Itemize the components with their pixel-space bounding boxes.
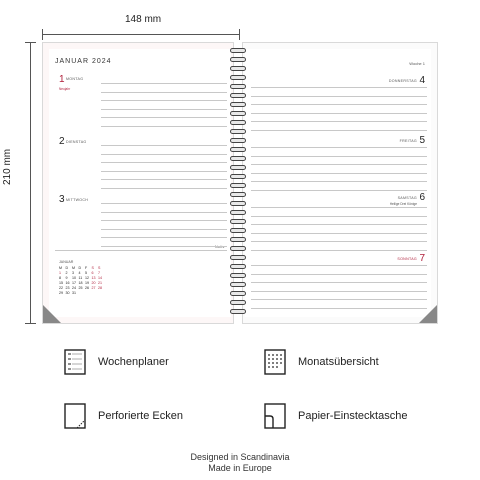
footer-made: Made in Europe [208, 463, 272, 473]
day-number-7: 7 [419, 253, 425, 264]
mini-calendar-day: 17 [72, 281, 76, 285]
day-name-2: DIENSTAG [66, 140, 87, 144]
spiral-coil [230, 282, 246, 287]
writing-line [101, 83, 227, 84]
spiral-binding [230, 48, 246, 318]
writing-line [251, 308, 427, 309]
week-label: Woche 1 [409, 61, 425, 66]
writing-line [251, 173, 427, 174]
mini-calendar-day: 28 [98, 286, 102, 290]
writing-line [101, 100, 227, 101]
mini-calendar-weekday: M [72, 266, 75, 270]
spiral-coil [230, 147, 246, 152]
spiral-coil [230, 291, 246, 296]
mini-calendar-day: 29 [59, 291, 63, 295]
day-name-7: SONNTAG [397, 257, 417, 261]
writing-line [101, 126, 227, 127]
spiral-coil [230, 75, 246, 80]
writing-line [251, 181, 427, 182]
writing-line [101, 92, 227, 93]
spiral-coil [230, 48, 246, 53]
mini-calendar-day: 24 [72, 286, 76, 290]
mini-calendar-weekday: S [91, 266, 94, 270]
spiral-coil [230, 93, 246, 98]
writing-line [251, 113, 427, 114]
feature-label-weekly-planner: Wochenplaner [98, 356, 169, 368]
perforated-corners-icon [64, 403, 86, 429]
mini-calendar-weekday: M [59, 266, 62, 270]
writing-line [251, 250, 427, 251]
spiral-coil [230, 57, 246, 62]
width-dimension [42, 28, 240, 40]
spiral-coil [230, 102, 246, 107]
writing-line [251, 299, 427, 300]
paper-pocket-icon [264, 403, 286, 429]
writing-line [101, 212, 227, 213]
day-number-5: 5 [419, 135, 425, 146]
writing-line [251, 233, 427, 234]
mini-calendar-weekday: S [98, 266, 101, 270]
writing-line [251, 190, 427, 191]
spiral-coil [230, 174, 246, 179]
mini-calendar-day: 18 [78, 281, 83, 285]
width-dimension-label: 148 mm [125, 14, 162, 25]
writing-line [101, 109, 227, 110]
day-name-6: SAMSTAG [397, 196, 417, 200]
day-note-6: Heilige Drei Könige [389, 202, 417, 206]
mini-calendar-day: 31 [72, 291, 76, 295]
mini-calendar-day: 16 [65, 281, 70, 285]
mini-calendar-day: 3 [72, 271, 74, 275]
mini-calendar-day: 10 [72, 276, 76, 280]
left-page [42, 42, 234, 324]
spiral-coil [230, 228, 246, 233]
mini-calendar-day: 11 [78, 276, 83, 280]
day-name-1: MONTAG [66, 77, 84, 81]
mini-calendar-day: 7 [98, 271, 100, 275]
planner-spread [42, 42, 438, 324]
writing-line [251, 282, 427, 283]
mini-calendar-day: 22 [59, 286, 63, 290]
spiral-coil [230, 201, 246, 206]
monthly-overview-icon [264, 349, 286, 375]
writing-line [251, 274, 427, 275]
spiral-coil [230, 111, 246, 116]
mini-calendar [59, 260, 113, 296]
writing-line [101, 188, 227, 189]
day-name-5: FREITAG [399, 139, 417, 143]
mini-calendar-day: 5 [85, 271, 87, 275]
writing-line [101, 162, 227, 163]
mini-calendar-day: 4 [78, 271, 81, 275]
writing-line [251, 147, 427, 148]
mini-calendar-day: 25 [78, 286, 83, 290]
writing-line [251, 96, 427, 97]
writing-line [101, 179, 227, 180]
feature-label-monthly-overview: Monatsübersicht [298, 356, 379, 368]
mini-calendar-day: 14 [98, 276, 102, 280]
writing-line [101, 117, 227, 118]
mini-calendar-day: 26 [85, 286, 89, 290]
writing-line [251, 291, 427, 292]
feature-perforated-corners [64, 403, 183, 429]
spiral-coil [230, 84, 246, 89]
day-name-3: MITTWOCH [66, 198, 89, 202]
spiral-coil [230, 264, 246, 269]
spiral-coil [230, 192, 246, 197]
mini-calendar-day: 6 [91, 271, 94, 275]
feature-label-perforated-corners: Perforierte Ecken [98, 410, 183, 422]
writing-line [251, 104, 427, 105]
feature-monthly-overview [264, 349, 379, 375]
writing-line [55, 250, 227, 251]
writing-line [251, 156, 427, 157]
mini-calendar-day: 12 [85, 276, 89, 280]
month-label: JANUAR 2024 [55, 58, 112, 65]
writing-line [251, 121, 427, 122]
mini-calendar-weekday: F [85, 266, 88, 270]
spiral-coil [230, 210, 246, 215]
spiral-coil [230, 300, 246, 305]
writing-line [251, 224, 427, 225]
mini-calendar-day: 19 [85, 281, 89, 285]
writing-line [101, 220, 227, 221]
mini-calendar-day: 8 [59, 276, 61, 280]
writing-line [251, 216, 427, 217]
height-dimension [24, 42, 36, 324]
spiral-coil [230, 120, 246, 125]
spiral-coil [230, 237, 246, 242]
writing-line [251, 241, 427, 242]
mini-calendar-weekday: D [78, 266, 82, 270]
writing-line [251, 265, 427, 266]
day-number-1: 1 [59, 74, 65, 85]
spiral-coil [230, 138, 246, 143]
mini-calendar-day: 1 [59, 271, 61, 275]
writing-line [101, 171, 227, 172]
mini-calendar-day: 27 [91, 286, 96, 290]
writing-line [251, 130, 427, 131]
day-number-3: 3 [59, 194, 65, 205]
spiral-coil [230, 255, 246, 260]
writing-line [101, 154, 227, 155]
mini-calendar-day: 9 [65, 276, 68, 280]
mini-calendar-day: 20 [91, 281, 96, 285]
mini-calendar-day: 21 [98, 281, 102, 285]
writing-line [101, 229, 227, 230]
spiral-coil [230, 246, 246, 251]
spiral-coil [230, 309, 246, 314]
footer-designed: Designed in Scandinavia [190, 452, 290, 462]
spiral-coil [230, 165, 246, 170]
writing-line [101, 203, 227, 204]
spiral-coil [230, 219, 246, 224]
mini-calendar-day: 15 [59, 281, 63, 285]
mini-calendar-week [59, 291, 113, 296]
day-note-1: Neujahr [59, 87, 71, 91]
writing-line [101, 246, 227, 247]
day-number-6: 6 [419, 192, 425, 203]
right-page [242, 42, 438, 324]
spiral-coil [230, 66, 246, 71]
spiral-coil [230, 129, 246, 134]
mini-calendar-weekday: D [65, 266, 69, 270]
spiral-coil [230, 273, 246, 278]
mini-calendar-day: 2 [65, 271, 68, 275]
notes-label: Notiz [215, 245, 225, 249]
writing-line [101, 237, 227, 238]
mini-calendar-day: 13 [91, 276, 96, 280]
feature-paper-pocket [264, 403, 407, 429]
day-number-2: 2 [59, 136, 65, 147]
writing-line [251, 87, 427, 88]
spiral-coil [230, 183, 246, 188]
writing-line [101, 145, 227, 146]
mini-calendar-title: JANUAR [59, 260, 74, 264]
mini-calendar-day: 30 [65, 291, 70, 295]
feature-label-paper-pocket: Papier-Einstecktasche [298, 410, 408, 422]
mini-calendar-day [98, 291, 105, 296]
day-name-4: DONNERSTAG [388, 79, 417, 83]
day-number-4: 4 [419, 75, 425, 86]
writing-line [251, 207, 427, 208]
feature-weekly-planner [64, 349, 169, 375]
spiral-coil [230, 156, 246, 161]
weekly-planner-icon [64, 349, 86, 375]
height-dimension-label: 210 mm [2, 148, 13, 185]
writing-line [251, 164, 427, 165]
mini-calendar-day: 23 [65, 286, 70, 290]
